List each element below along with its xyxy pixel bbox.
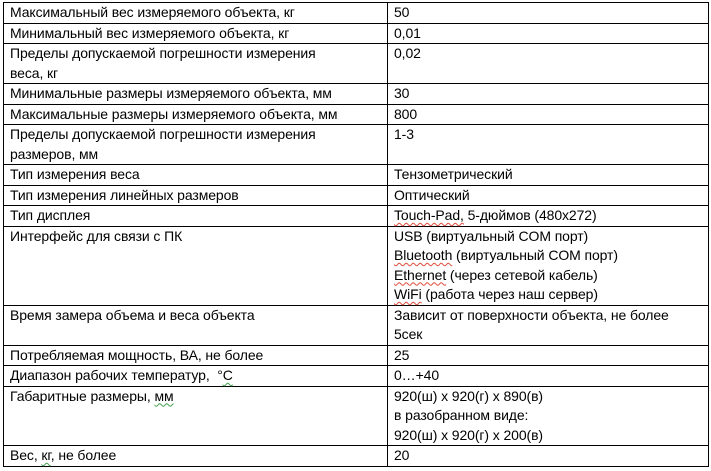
text-segment: (через сетевой кабель): [446, 266, 598, 283]
param-value-cell: [388, 226, 709, 305]
spec-row: [4, 226, 709, 305]
param-name-cell: [4, 386, 388, 446]
param-name-cell: [4, 23, 388, 44]
text-segment: 0,01: [394, 24, 421, 41]
spec-row: [4, 386, 709, 446]
text-segment: 5сек: [394, 326, 423, 342]
param-name-cell: [4, 226, 388, 305]
cell-line: [10, 366, 383, 386]
cell-line: [10, 165, 383, 185]
text-segment: Оптический: [394, 186, 470, 203]
grammar-flagged-text: С: [222, 367, 233, 383]
cell-line: [10, 306, 383, 326]
cell-line: [394, 24, 704, 44]
spec-row: [4, 104, 709, 125]
cell-line: [394, 406, 704, 426]
param-name-cell: [4, 125, 388, 165]
cell-line: [10, 206, 383, 226]
spec-row: [4, 345, 709, 366]
text-segment: веса, кг: [10, 64, 59, 81]
text-segment: Пределы допускаемой погрешности измерения: [10, 45, 316, 61]
text-segment: 0…+40: [394, 367, 440, 383]
text-segment: 20: [394, 447, 410, 463]
text-segment: размеров, мм: [10, 145, 99, 162]
cell-line: [394, 446, 704, 466]
text-segment: USB (виртуальный COM порт): [394, 227, 589, 244]
cell-line: [10, 387, 383, 407]
text-segment: Тип измерения линейных размеров: [10, 186, 239, 203]
param-value-cell: [388, 3, 709, 24]
cell-line: [394, 186, 704, 206]
spec-row: [4, 366, 709, 387]
cell-line: [394, 306, 704, 326]
cell-line: [10, 446, 383, 466]
spellcheck-flagged-text: WiFi: [394, 286, 422, 302]
spec-row: [4, 125, 709, 165]
text-segment: Вес,: [10, 447, 42, 463]
param-name-cell: [4, 165, 388, 186]
cell-line: [394, 84, 704, 104]
cell-line: [10, 346, 383, 366]
text-segment: Время замера объема и веса объекта: [10, 306, 255, 323]
text-segment: 30: [394, 85, 410, 101]
cell-line: [10, 84, 383, 104]
text-segment: 920(ш) х 920(г) х 890(в): [394, 387, 543, 404]
cell-line: [394, 227, 704, 247]
param-value-cell: [388, 366, 709, 387]
param-value-cell: [388, 165, 709, 186]
param-name-cell: [4, 305, 388, 345]
spec-row: [4, 185, 709, 206]
text-segment: 920(ш) х 920(г) х 200(в): [394, 426, 543, 443]
param-name-cell: [4, 3, 388, 24]
text-segment: Пределы допускаемой погрешности измерения: [10, 126, 316, 142]
cell-line: [10, 24, 383, 44]
cell-line: [394, 387, 704, 407]
spec-row: [4, 23, 709, 44]
cell-line: [394, 44, 704, 64]
grammar-flagged-text: кг: [41, 447, 51, 463]
grammar-flagged-text: мм: [154, 387, 174, 404]
cell-line: [394, 165, 704, 185]
spec-table: [3, 2, 709, 467]
cell-line: [394, 325, 704, 345]
text-segment: (виртуальный COM порт): [452, 247, 618, 263]
param-name-cell: [4, 366, 388, 387]
cell-line: [10, 125, 383, 145]
cell-line: [10, 227, 383, 247]
cell-line: [10, 44, 383, 64]
text-segment: в разобранном виде:: [394, 407, 529, 423]
cell-line: [394, 3, 704, 23]
param-name-cell: [4, 104, 388, 125]
spec-row: [4, 84, 709, 105]
text-segment: (работа через наш сервер): [421, 286, 598, 302]
spellcheck-flagged-text: Touch-Pad,: [394, 207, 464, 223]
param-name-cell: [4, 44, 388, 84]
param-name-cell: [4, 185, 388, 206]
text-segment: Интерфейс для связи с ПК: [10, 227, 183, 244]
cell-line: [394, 366, 704, 386]
param-name-cell: [4, 84, 388, 105]
spellcheck-flagged-text: Ethernet: [394, 266, 447, 283]
spec-row: [4, 165, 709, 186]
cell-line: [10, 186, 383, 206]
cell-line: [10, 105, 383, 125]
text-segment: 800: [394, 105, 418, 122]
text-segment: , не более: [50, 447, 117, 463]
text-segment: Максимальный вес измеряемого объекта, кг: [10, 4, 295, 20]
param-value-cell: [388, 386, 709, 446]
cell-line: [10, 3, 383, 23]
text-segment: 1-3: [394, 126, 414, 142]
param-value-cell: [388, 206, 709, 227]
spec-row: [4, 3, 709, 24]
param-value-cell: [388, 23, 709, 44]
text-segment: Тензометрический: [394, 166, 513, 182]
cell-line: [394, 125, 704, 145]
text-segment: 50: [394, 4, 410, 20]
param-value-cell: [388, 305, 709, 345]
text-segment: Диапазон рабочих температур, °: [10, 367, 223, 383]
param-value-cell: [388, 44, 709, 84]
param-value-cell: [388, 345, 709, 366]
spec-row: [4, 446, 709, 467]
param-value-cell: [388, 185, 709, 206]
param-value-cell: [388, 125, 709, 165]
text-segment: Тип измерения веса: [10, 166, 140, 182]
spec-row: [4, 206, 709, 227]
text-segment: 0,02: [394, 45, 421, 61]
spec-row: [4, 305, 709, 345]
text-segment: Зависит от поверхности объекта, не более: [394, 306, 669, 323]
text-segment: Минимальный вес измеряемого объекта, кг: [10, 24, 290, 41]
text-segment: Потребляемая мощность, ВА, не более: [10, 346, 264, 363]
text-segment: Габаритные размеры,: [10, 387, 155, 404]
cell-line: [10, 64, 383, 84]
param-value-cell: [388, 104, 709, 125]
param-value-cell: [388, 84, 709, 105]
cell-line: [394, 426, 704, 446]
param-value-cell: [388, 446, 709, 467]
cell-line: [10, 145, 383, 165]
spellcheck-flagged-text: Bluetooth: [394, 247, 453, 263]
text-segment: Тип дисплея: [10, 207, 91, 223]
cell-line: [394, 246, 704, 266]
spec-table-body: [4, 3, 709, 467]
param-name-cell: [4, 446, 388, 467]
text-segment: 5-дюймов (480x272): [463, 207, 597, 223]
text-segment: Максимальные размеры измеряемого объекта, мм: [10, 105, 338, 122]
cell-line: [394, 105, 704, 125]
spec-row: [4, 44, 709, 84]
text-segment: 25: [394, 346, 410, 363]
text-segment: Минимальные размеры измеряемого объекта, мм: [10, 85, 332, 101]
cell-line: [394, 266, 704, 286]
cell-line: [394, 206, 704, 226]
cell-line: [394, 346, 704, 366]
param-name-cell: [4, 206, 388, 227]
param-name-cell: [4, 345, 388, 366]
cell-line: [394, 285, 704, 305]
